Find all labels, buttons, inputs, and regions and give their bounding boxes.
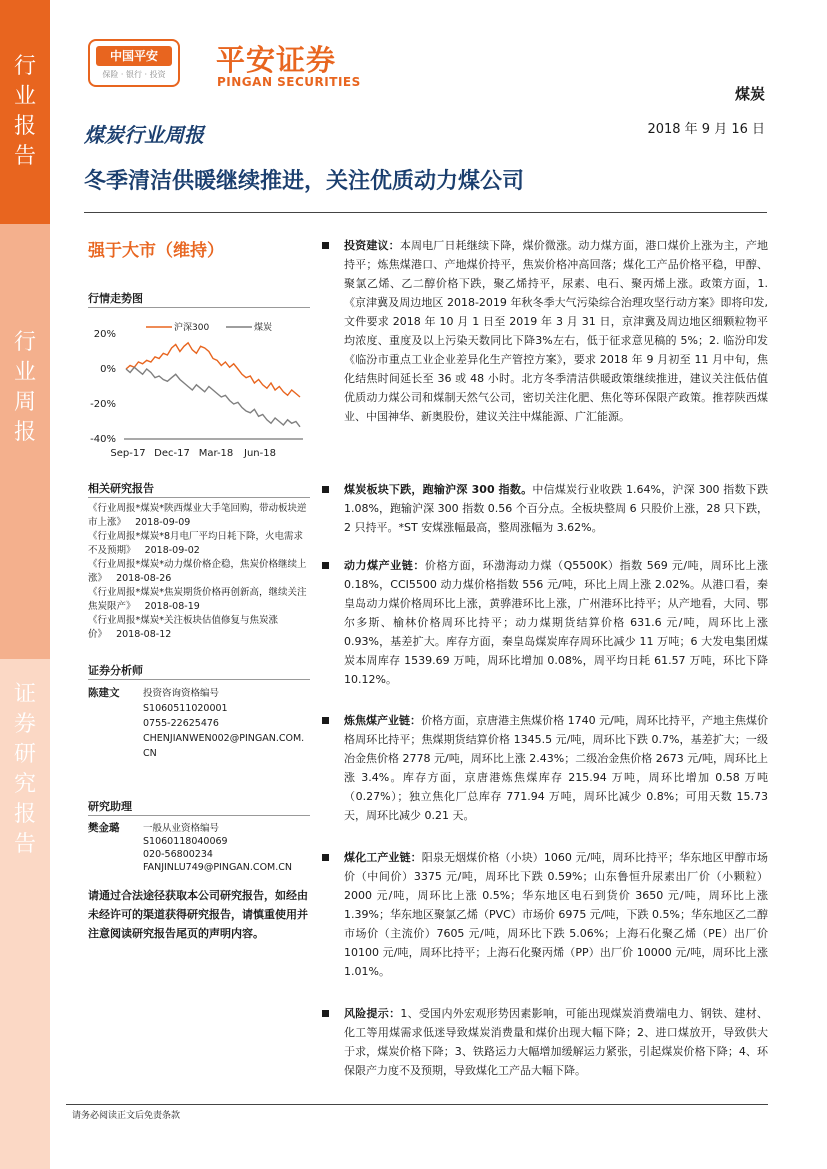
band-label-report-type: 行 业 报 告 (13, 54, 36, 169)
x-tick: Sep-17 (110, 448, 146, 459)
analyst-heading: 证券分析师 (88, 664, 143, 677)
trend-divider (88, 307, 310, 308)
bullet-square (322, 1010, 329, 1017)
ping-an-tagline: 保险 · 银行 · 投资 (102, 70, 166, 79)
ping-an-badge: 中国平安 (96, 46, 172, 66)
analyst-email-cont[interactable]: CN (143, 748, 157, 759)
analyst-name: 陈建文 (88, 687, 120, 699)
section-investment-advice: 投资建议：本周电厂日耗继续下降，煤价微涨。动力煤方面，港口煤价上涨为主，产地持平；炼焦煤港口、产地煤价持平，焦炭价格冲高回落；煤化工产品价格平稳，甲醇、聚氯乙烯、乙二醇价格下跌，聚乙烯持平，尿素、电石、聚丙烯上涨。政策方面，1.《京津冀及周边地区 2018-2019 年秋冬季大气污染综合治理攻坚行动方案》即将印发,文件要求 2018 年 10 月 1 日至 2019 年 3 月 31 日，京津冀及周边地区细颗粒物平均浓度、重度及以上污染天数同比下降3%左右，低于征求意见稿的 5%；2. 临汾印发《临汾市重点工业企业差异化生产管控方案》，要求 2018 年 9 月初至 11 月中旬，焦化结焦时间延长至 36 或 48 小时。北方冬季清洁供暖政策继续推进，建议关注低估值优质动力煤公司和煤制天然气公司，密切关注化肥、焦化等环保限产政策。推荐陕西煤业、中国神华、新奥股份，建议关注中煤能源、广汇能源。 (322, 236, 768, 426)
analyst-phone: 0755-22625476 (143, 718, 219, 729)
related-report[interactable]: 《行业周报*煤炭*陕西煤业大手笔回购，带动板块逆市上涨》 2018-09-09 (88, 503, 307, 528)
section-sector-performance: 煤炭板块下跌，跑输沪深 300 指数。中信煤炭行业收跌 1.64%，沪深 300 指数下跌 1.08%，跑输沪深 300 指数 0.56 个百分点。全板块整周 6 只股价上涨，28 只下跌，2 只持平。*ST 安煤涨幅最高，整周涨幅为 3.62%。 (322, 480, 768, 537)
analyst-info (143, 686, 313, 761)
section-risk-warning: 风险提示：1、受国内外宏观形势因素影响，可能出现煤炭消费端电力、钢铁、建材、化工等用煤需求低迷导致煤炭消费量和煤价出现大幅下降；2、进口煤放开，导致供大于求，煤炭价格下降；3、铁路运力大幅增加缓解运力紧张，引起煤炭价格下降；4、环保限产力度不及预期，导致煤化工产品大幅下降。 (322, 1004, 768, 1080)
series-line-coal (126, 367, 300, 427)
industry-label: 煤炭 (734, 85, 765, 103)
legend-label-coal: 煤炭 (254, 323, 273, 333)
section-coking-coal: 炼焦煤产业链：价格方面，京唐港主焦煤价格 1740 元/吨，周环比持平，产地主焦煤价格周环比持平；焦煤期货结算价格 1345.5 元/吨，周环比下跌 0.7%，基差扩大；一级冶金焦价格 2778 元/吨，周环比上涨 2.43%；二级冶金焦价格 2673 元/吨，周环比上涨 3.4%。库存方面，京唐港炼焦煤库存 215.94 万吨，周环比增加 0.58 万吨（0.27%）；独立焦化厂总库存 771.94 万吨，周环比减少 0.8%；可用天数 15.73 天，周环比减少 0.21 天。 (322, 711, 768, 825)
bullet-square (322, 562, 329, 569)
assistant-heading: 研究助理 (88, 800, 132, 813)
bullet-square (322, 242, 329, 249)
assistant-name: 樊金璐 (88, 822, 120, 834)
bullet-square (322, 717, 329, 724)
title-divider (84, 212, 767, 213)
footer-note: 请务必阅读正文后免责条款 (72, 1111, 181, 1121)
series-line-hs300 (126, 343, 300, 397)
section-thermal-coal: 动力煤产业链：价格方面，环渤海动力煤（Q5500K）指数 569 元/吨，周环比上涨 0.18%，CCI5500 动力煤价格指数 556 元/吨，环比上周上涨 2.02%。从港口看，秦皇岛动力煤价格周环比上涨，黄骅港环比上涨，广州港环比持平；从产地看，大同、鄂尔多斯、榆林价格周环比持平；动力煤期货结算价格 631.6 元/吨，周环比上涨 0.93%，基差扩大。库存方面，秦皇岛煤炭库存周环比减少 11 万吨；6 大发电集团煤炭本周库存 1539.69 万吨，周环比增加 0.08%，周平均日耗 61.57 万吨，环比下降 10.12%。 (322, 556, 768, 689)
report-date: 2018 年 9 月 16 日 (647, 122, 765, 137)
y-tick: 20% (93, 329, 116, 340)
related-report[interactable]: 《行业周报*煤炭*关注板块估值修复与焦炭涨价》 2018-08-12 (88, 615, 279, 640)
side-band (0, 0, 50, 1169)
bullet-square (322, 486, 329, 493)
y-tick: -40% (90, 434, 116, 445)
assistant-info (143, 822, 313, 874)
legend-label-hs300: 沪深300 (174, 323, 210, 333)
ping-an-logo (88, 39, 180, 87)
trend-chart (88, 316, 312, 464)
related-heading: 相关研究报告 (88, 482, 154, 495)
y-tick: 0% (100, 364, 116, 375)
related-report[interactable]: 《行业周报*煤炭*动力煤价格企稳，焦炭价格继续上涨》 2018-08-26 (88, 559, 307, 584)
footer-divider (66, 1104, 768, 1105)
analyst-qualification: 投资咨询资格编号 (143, 688, 220, 699)
trend-heading: 行情走势图 (88, 292, 143, 305)
assistant-phone: 020-56800234 (143, 849, 213, 860)
securities-logo-en: PINGAN SECURITIES (217, 75, 361, 89)
y-tick: -20% (90, 399, 116, 410)
related-reports (88, 502, 310, 642)
securities-logo-cn: 平安证券 (216, 43, 337, 77)
assistant-divider (88, 815, 310, 816)
rating: 强于大市（维持） (88, 241, 224, 261)
assistant-email[interactable]: FANJINLU749@PINGAN.COM.CN (143, 862, 293, 873)
assistant-license: S1060118040069 (143, 836, 228, 847)
analyst-divider (88, 679, 310, 680)
analyst-email[interactable]: CHENJIANWEN002@PINGAN.COM. (143, 733, 305, 744)
analyst-license: S1060511020001 (143, 703, 228, 714)
main-title: 冬季清洁供暖继续推进，关注优质动力煤公司 (84, 169, 525, 194)
assistant-qualification: 一般从业资格编号 (143, 823, 220, 834)
section-coal-chemical: 煤化工产业链：阳泉无烟煤价格（小块）1060 元/吨，周环比持平；华东地区甲醇市场价（中间价）3375 元/吨，周环比下跌 0.59%；山东鲁恒升尿素出厂价（小颗粒）2000 元/吨，周环比上涨 0.5%；华东地区电石到货价 3650 元/吨，周环比上涨 1.39%；华东地区聚氯乙烯（PVC）市场价 6975 元/吨，下跌 0.5%；华东地区乙二醇市场价（主流价）7605 元/吨，周环比下跌 5.06%；上海石化聚乙烯（PE）出厂价 10100 元/吨，周环比持平；上海石化聚丙烯（PP）出厂价 10000 元/吨，周环比上涨 1.01%。 (322, 848, 768, 981)
band-label-weekly: 行 业 周 报 (13, 330, 36, 445)
related-report[interactable]: 《行业周报*煤炭*8月电厂平均日耗下降，火电需求不及预期》 2018-09-02 (88, 531, 304, 556)
bullet-square (322, 854, 329, 861)
x-tick: Jun-18 (244, 448, 276, 459)
x-tick: Mar-18 (198, 448, 234, 459)
related-divider (88, 497, 310, 498)
disclaimer: 请通过合法途径获取本公司研究报告，如经由未经许可的渠道获得研究报告，请慎重使用并注意阅读研究报告尾页的声明内容。 (88, 889, 308, 940)
x-tick: Dec-17 (154, 448, 190, 459)
related-report[interactable]: 《行业周报*煤炭*焦炭期货价格再创新高，继续关注焦炭限产》 2018-08-19 (88, 587, 307, 612)
series-title: 煤炭行业周报 (84, 123, 204, 147)
band-label-research: 证 券 研 究 报 告 (13, 682, 36, 857)
